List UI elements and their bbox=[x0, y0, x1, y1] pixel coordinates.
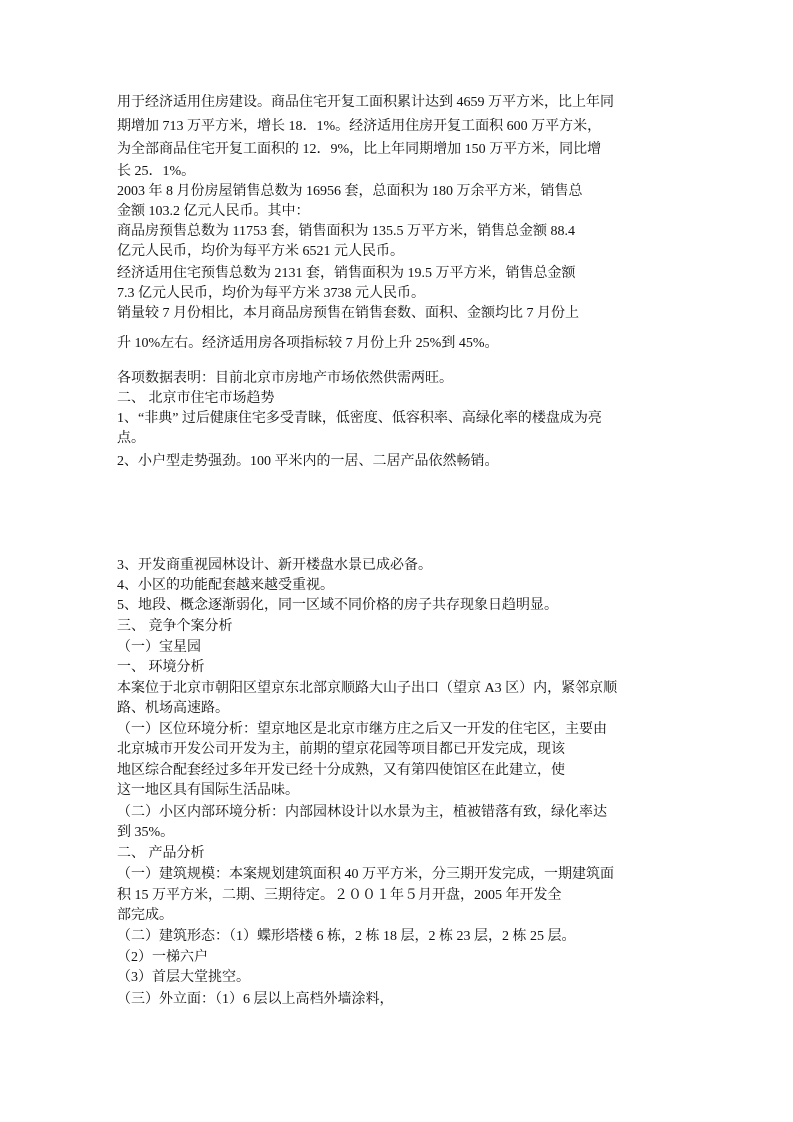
text-line: （3）首层大堂挑空。 bbox=[117, 970, 250, 985]
text-line: 各项数据表明：目前北京市房地产市场依然供需两旺。 bbox=[117, 371, 453, 386]
text-line: 二、 产品分析 bbox=[117, 846, 205, 861]
text-line: 一、 环境分析 bbox=[117, 660, 205, 675]
text-line: （三）外立面：（1）6 层以上高档外墙涂料， bbox=[117, 992, 394, 1007]
text-line: 为全部商品住宅开复工面积的 12．9%，比上年同期增加 150 万平方米，同比增 bbox=[117, 142, 602, 157]
text-line: 4、小区的功能配套越来越受重视。 bbox=[117, 578, 334, 593]
text-line: （二）小区内部环境分析：内部园林设计以水景为主，植被错落有致，绿化率达 bbox=[117, 805, 607, 820]
text-line: 期增加 713 万平方米，增长 18．1%。经济适用住房开复工面积 600 万平方米， bbox=[117, 119, 602, 134]
text-line: 路、机场高速路。 bbox=[117, 701, 229, 716]
text-line: 商品房预售总数为 11753 套，销售面积为 135.5 万平方米，销售总金额 88.4 bbox=[117, 224, 575, 239]
text-line: 本案位于北京市朝阳区望京东北部京顺路大山子出口（望京 A3 区）内，紧邻京顺 bbox=[117, 681, 618, 696]
text-line: 用于经济适用住房建设。商品住宅开复工面积累计达到 4659 万平方米，比上年同 bbox=[117, 95, 614, 110]
text-line: 亿元人民币，均价为每平方米 6521 元人民币。 bbox=[117, 244, 404, 259]
text-line: 3、开发商重视园林设计、新开楼盘水景已成必备。 bbox=[117, 558, 432, 573]
text-line: 二、 北京市住宅市场趋势 bbox=[117, 391, 275, 406]
text-line: 升 10%左右。经济适用房各项指标较 7 月份上升 25%到 45%。 bbox=[117, 336, 499, 351]
text-line: 长 25．1%。 bbox=[117, 164, 196, 179]
text-line: （2）一梯六户 bbox=[117, 950, 208, 965]
text-line: 地区综合配套经过多年开发已经十分成熟，又有第四使馆区在此建立，使 bbox=[117, 763, 565, 778]
text-line: （一）区位环境分析：望京地区是北京市继方庄之后又一开发的住宅区，主要由 bbox=[117, 722, 607, 737]
text-line: 北京城市开发公司开发为主，前期的望京花园等项目都已开发完成，现该 bbox=[117, 742, 565, 757]
text-line: 2003 年 8 月份房屋销售总数为 16956 套，总面积为 180 万余平方米，销售总 bbox=[117, 184, 583, 199]
text-line: （二）建筑形态：（1）蝶形塔楼 6 栋，2 栋 18 层，2 栋 23 层，2 栋 25 层。 bbox=[117, 929, 576, 944]
text-line: 三、 竞争个案分析 bbox=[117, 619, 233, 634]
text-line: 销量较 7 月份相比，本月商品房预售在销售套数、面积、金额均比 7 月份上 bbox=[117, 306, 579, 321]
text-line: 5、地段、概念逐渐弱化，同一区域不同价格的房子共存现象日趋明显。 bbox=[117, 598, 558, 613]
text-line: 点。 bbox=[117, 431, 145, 446]
text-line: 经济适用住宅预售总数为 2131 套，销售面积为 19.5 万平方米，销售总金额 bbox=[117, 266, 576, 281]
text-line: （一）宝星园 bbox=[117, 640, 201, 655]
text-line: 7.3 亿元人民币，均价为每平方米 3738 元人民币。 bbox=[117, 286, 425, 301]
text-line: （一）建筑规模：本案规划建筑面积 40 万平方米，分三期开发完成，一期建筑面 bbox=[117, 867, 614, 882]
text-line: 2、小户型走势强劲。100 平米内的一居、二居产品依然畅销。 bbox=[117, 454, 499, 469]
text-line: 到 35%。 bbox=[117, 825, 175, 840]
text-line: 这一地区具有国际生活品味。 bbox=[117, 783, 299, 798]
text-line: 金额 103.2 亿元人民币。其中： bbox=[117, 204, 310, 219]
text-line: 1、“非典” 过后健康住宅多受青睐，低密度、低容积率、高绿化率的楼盘成为亮 bbox=[117, 411, 602, 426]
text-line: 部完成。 bbox=[117, 908, 173, 923]
text-line: 积 15 万平方米，二期、三期待定。２００１年５月开盘，2005 年开发全 bbox=[117, 888, 562, 903]
